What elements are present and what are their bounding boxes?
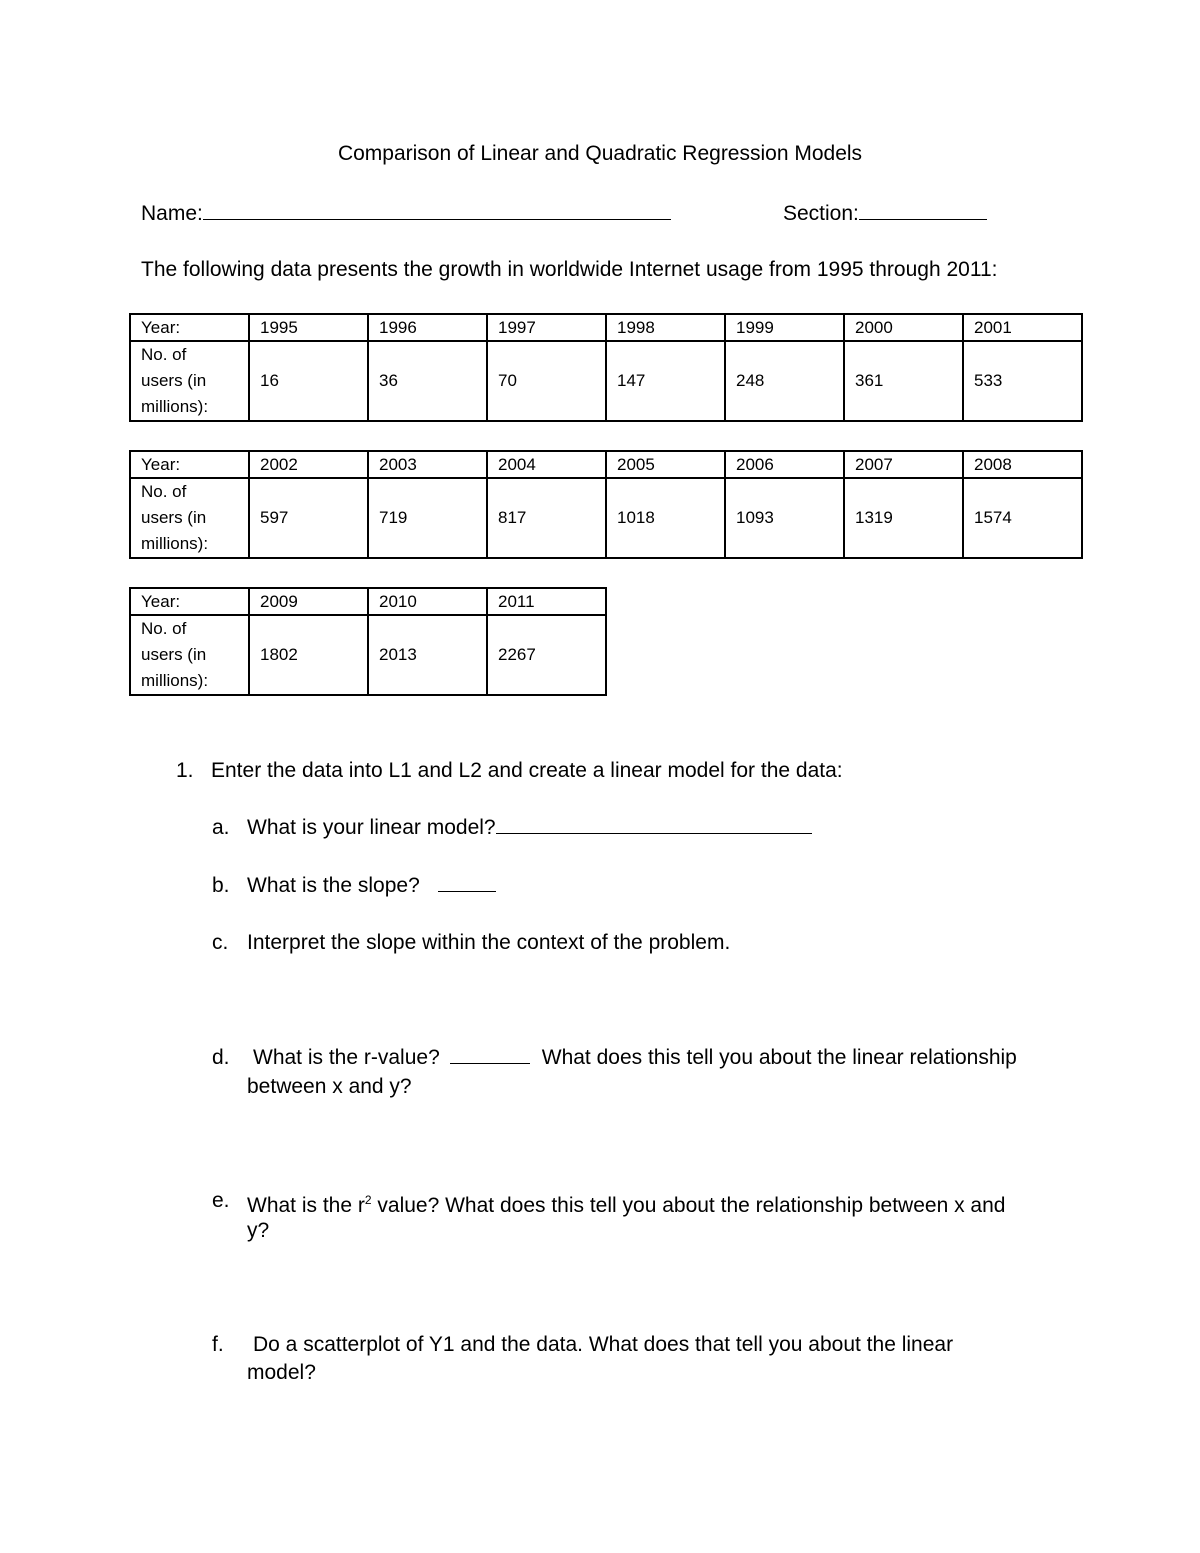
- part-b-text: What is the slope?: [247, 874, 420, 897]
- users-row: [130, 341, 1082, 421]
- users-row: [130, 615, 606, 695]
- users-cell: 719: [368, 478, 487, 558]
- users-cell: 533: [963, 341, 1082, 421]
- name-label: Name:: [141, 202, 203, 225]
- year-cell: 2009: [249, 588, 368, 615]
- year-cell: 1996: [368, 314, 487, 341]
- year-cell: 2011: [487, 588, 606, 615]
- users-cell: 16: [249, 341, 368, 421]
- part-a-text: What is your linear model?: [247, 816, 496, 839]
- part-d-marker: d.: [212, 1046, 230, 1069]
- users-cell: 248: [725, 341, 844, 421]
- year-row: [130, 314, 1082, 341]
- data-table-1: [129, 313, 1083, 422]
- year-cell: 2007: [844, 451, 963, 478]
- page-title: Comparison of Linear and Quadratic Regression Models: [337, 142, 863, 165]
- year-row: [130, 588, 606, 615]
- linear-model-blank[interactable]: [496, 814, 812, 834]
- year-cell: 1998: [606, 314, 725, 341]
- year-cell: 2003: [368, 451, 487, 478]
- users-cell: 147: [606, 341, 725, 421]
- part-e-text-3: y?: [247, 1219, 270, 1242]
- section-line: [783, 200, 987, 226]
- users-cell: 70: [487, 341, 606, 421]
- users-cell: 1802: [249, 615, 368, 695]
- year-cell: 2006: [725, 451, 844, 478]
- year-cell: 1999: [725, 314, 844, 341]
- question-1-text: Enter the data into L1 and L2 and create a linear model for the data:: [211, 759, 843, 782]
- data-table-2: [129, 450, 1083, 559]
- part-d-text-3: between x and y?: [247, 1075, 412, 1098]
- year-label: Year:: [130, 314, 249, 341]
- part-e-marker: e.: [212, 1189, 230, 1212]
- users-cell: 597: [249, 478, 368, 558]
- slope-blank[interactable]: [438, 872, 496, 892]
- part-f-text-2: model?: [247, 1361, 316, 1384]
- year-cell: 2000: [844, 314, 963, 341]
- r-value-blank[interactable]: [450, 1044, 530, 1064]
- users-cell: 1018: [606, 478, 725, 558]
- year-cell: 2005: [606, 451, 725, 478]
- part-d-text-1: What is the r-value?: [253, 1046, 440, 1069]
- year-cell: 2004: [487, 451, 606, 478]
- intro-text: The following data presents the growth in worldwide Internet usage from 1995 through 2011:: [141, 258, 998, 281]
- year-row: [130, 451, 1082, 478]
- question-1-number: 1.: [176, 759, 194, 782]
- year-cell: 2002: [249, 451, 368, 478]
- users-row: [130, 478, 1082, 558]
- name-line: [141, 200, 671, 226]
- part-b-line: [247, 871, 496, 900]
- users-cell: 2013: [368, 615, 487, 695]
- users-cell: 2267: [487, 615, 606, 695]
- name-blank[interactable]: [203, 200, 671, 220]
- users-cell: 1093: [725, 478, 844, 558]
- part-b-marker: b.: [212, 874, 230, 897]
- year-label: Year:: [130, 588, 249, 615]
- part-c-text: Interpret the slope within the context of the problem.: [247, 931, 731, 954]
- users-cell: 361: [844, 341, 963, 421]
- part-a-line: [247, 813, 812, 842]
- users-cell: 36: [368, 341, 487, 421]
- year-cell: 1995: [249, 314, 368, 341]
- year-cell: 1997: [487, 314, 606, 341]
- part-d-text-2: What does this tell you about the linear relationship: [541, 1046, 1017, 1069]
- users-label: No. of users (in millions):: [130, 478, 249, 558]
- year-cell: 2010: [368, 588, 487, 615]
- data-table-3: [129, 587, 607, 696]
- users-cell: 817: [487, 478, 606, 558]
- year-cell: 2001: [963, 314, 1082, 341]
- users-label: No. of users (in millions):: [130, 341, 249, 421]
- users-label: No. of users (in millions):: [130, 615, 249, 695]
- year-cell: 2008: [963, 451, 1082, 478]
- users-cell: 1319: [844, 478, 963, 558]
- part-e-text-1: What is the r: [247, 1194, 365, 1217]
- part-f-text-1: Do a scatterplot of Y1 and the data. What does that tell you about the linear: [253, 1333, 954, 1356]
- r-squared-superscript: 2: [364, 1193, 372, 1207]
- section-blank[interactable]: [859, 200, 987, 220]
- part-d-line: [253, 1043, 1017, 1072]
- part-e-line: [247, 1186, 1005, 1220]
- section-label: Section:: [783, 202, 859, 225]
- users-cell: 1574: [963, 478, 1082, 558]
- part-a-marker: a.: [212, 816, 230, 839]
- part-c-marker: c.: [212, 931, 229, 954]
- part-e-text-2: value? What does this tell you about the relationship between x and: [371, 1194, 1006, 1217]
- year-label: Year:: [130, 451, 249, 478]
- part-f-marker: f.: [212, 1333, 224, 1356]
